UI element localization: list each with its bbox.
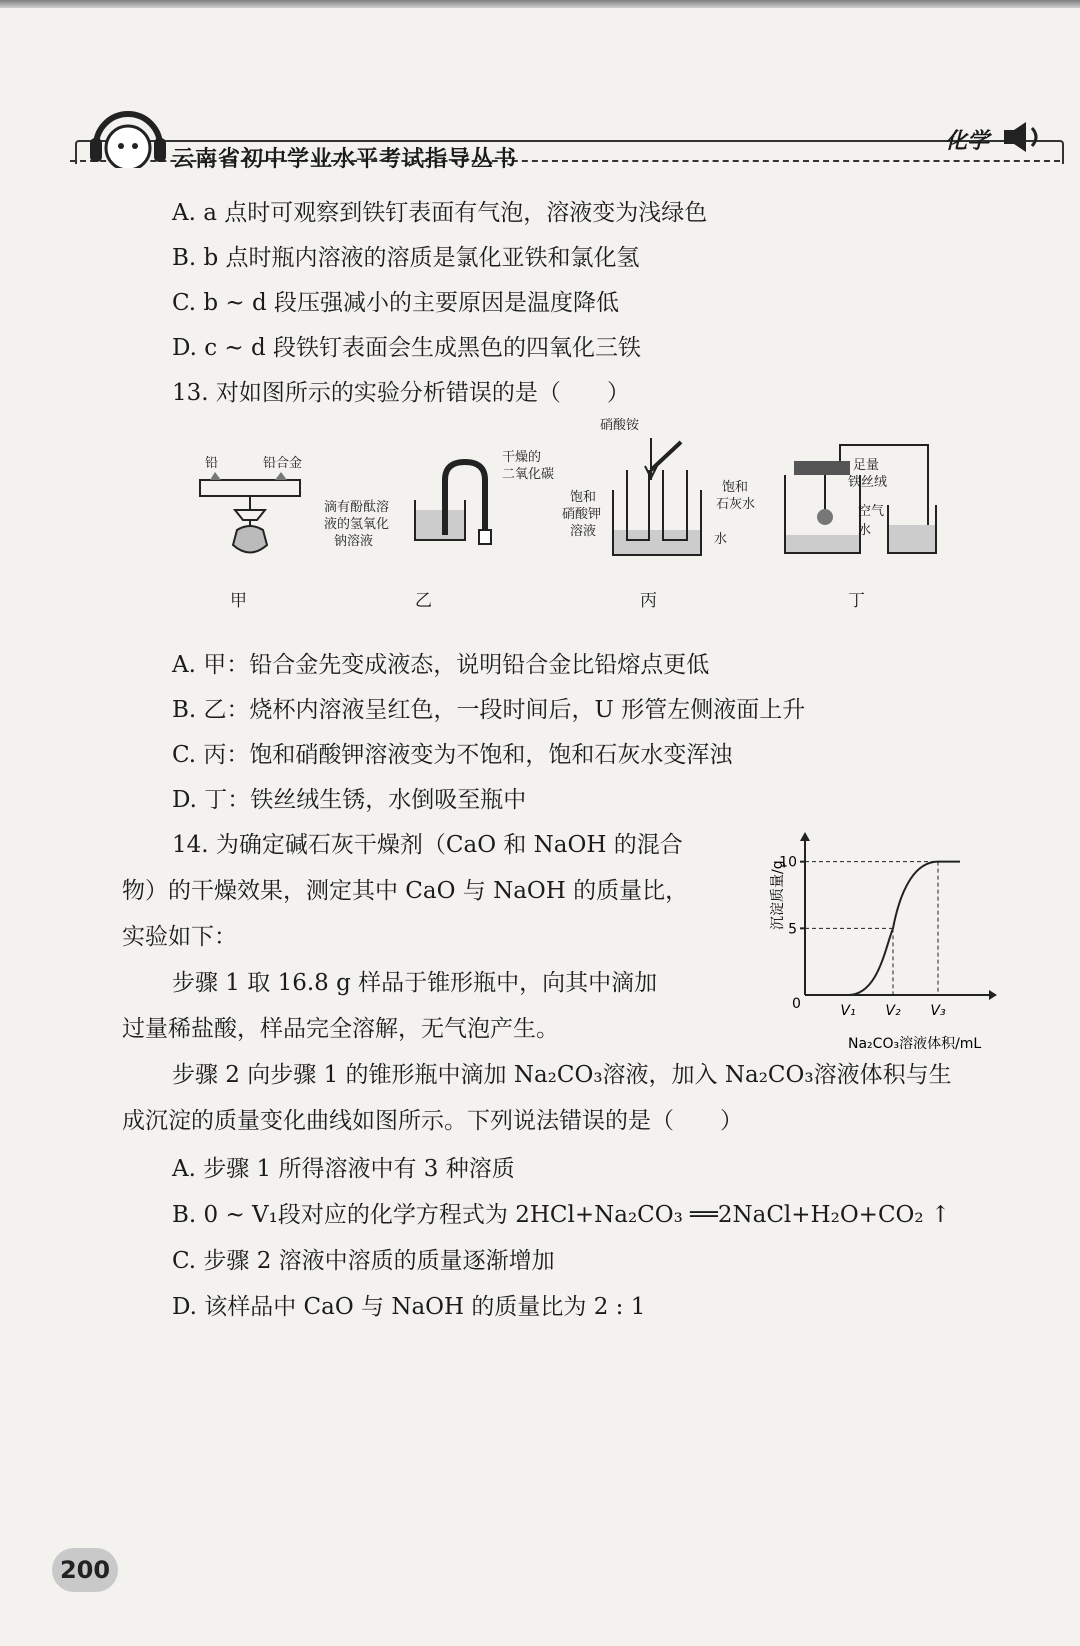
- y-axis-arrow: [800, 832, 810, 841]
- jia-alloy-label: 铅合金: [263, 456, 303, 471]
- q14-line-1: 14. 为确定碱石灰干燥剂（CaO 和 NaOH 的混合: [172, 832, 683, 858]
- q12-option-b: B. b 点时瓶内溶液的溶质是氯化亚铁和氯化氢: [172, 245, 640, 271]
- yi-beaker-line2: 液的氢氧化: [324, 517, 390, 532]
- bing-kno3-line2: 硝酸钾: [562, 507, 602, 522]
- ding-wool-line1: 足量: [853, 458, 880, 473]
- q12-option-c: C. b ~ d 段压强减小的主要原因是温度降低: [172, 290, 620, 316]
- x-tick-label-3: V₃: [930, 1003, 946, 1019]
- y-tick-label-10: 10: [779, 854, 797, 871]
- bing-water-label: 水: [714, 532, 728, 547]
- q12-option-a: A. a 点时可观察到铁钉表面有气泡，溶液变为浅绿色: [172, 200, 708, 226]
- x-tick-label-2: V₂: [885, 1003, 901, 1019]
- figure-ding-apparatus: [780, 435, 940, 560]
- figure-yi-apparatus: [405, 450, 515, 560]
- x-axis-label: Na₂CO₃溶液体积/mL: [848, 1036, 982, 1052]
- bing-kno3-line3: 溶液: [570, 524, 597, 539]
- figure-bing-apparatus: [605, 430, 715, 560]
- q14-option-a: A. 步骤 1 所得溶液中有 3 种溶质: [172, 1156, 515, 1182]
- bing-kno3-line1: 饱和: [570, 490, 597, 505]
- bing-lime-line2: 石灰水: [716, 497, 756, 512]
- bing-nh4no3-label: 硝酸铵: [600, 418, 640, 433]
- q13-option-a: A. 甲：铅合金先变成液态，说明铅合金比铅熔点更低: [172, 652, 710, 678]
- figure-jia-apparatus: [195, 470, 315, 590]
- q14-line-2: 物）的干燥效果，测定其中 CaO 与 NaOH 的质量比，: [122, 878, 689, 904]
- q14-option-d: D. 该样品中 CaO 与 NaOH 的质量比为 2 : 1: [172, 1294, 646, 1320]
- x-axis-arrow: [989, 990, 997, 1000]
- bing-lime-line1: 饱和: [722, 480, 749, 495]
- ding-air-label: 空气: [858, 504, 885, 519]
- q14-step1-line1: 步骤 1 取 16.8 g 样品于锥形瓶中，向其中滴加: [172, 970, 658, 996]
- jia-lead-label: 铅: [205, 456, 219, 471]
- q14-line-3: 实验如下：: [122, 924, 237, 950]
- headphone-mascot-icon: [88, 108, 168, 168]
- yi-beaker-line1: 滴有酚酞溶: [324, 500, 390, 515]
- q14-option-b: B. 0 ~ V₁段对应的化学方程式为 2HCl+Na₂CO₃ ══2NaCl+H₂O+CO₂ ↑: [172, 1202, 951, 1228]
- yi-co2-line2: 二氧化碳: [502, 467, 555, 482]
- precipitate-chart: [760, 820, 1020, 1060]
- q13-option-d: D. 丁：铁丝绒生锈，水倒吸至瓶中: [172, 787, 527, 813]
- speaker-icon: [1000, 118, 1060, 158]
- yi-co2-line1: 干燥的: [502, 450, 542, 465]
- y-axis-label: 沉淀质量/g: [770, 860, 786, 930]
- yi-beaker-line3: 钠溶液: [334, 534, 374, 549]
- q14-step2-line2: 成沉淀的质量变化曲线如图所示。下列说法错误的是（ ）: [122, 1108, 743, 1134]
- caption-ding: 丁: [848, 591, 865, 611]
- q14-step2-line1: 步骤 2 向步骤 1 的锥形瓶中滴加 Na₂CO₃溶液，加入 Na₂CO₃溶液体积与生: [172, 1062, 952, 1088]
- top-edge: [0, 0, 1080, 8]
- ding-wool-line2: 铁丝绒: [848, 475, 888, 490]
- subject-label: 化学: [945, 129, 990, 154]
- q13-option-b: B. 乙：烧杯内溶液呈红色，一段时间后，U 形管左侧液面上升: [172, 697, 806, 723]
- caption-jia: 甲: [230, 591, 247, 611]
- q14-step1-line2: 过量稀盐酸，样品完全溶解，无气泡产生。: [122, 1016, 559, 1042]
- y-tick-label-5: 5: [788, 921, 797, 938]
- origin-label: 0: [792, 996, 801, 1012]
- caption-bing: 丙: [640, 591, 657, 611]
- x-tick-label-1: V₁: [840, 1003, 856, 1019]
- series-title: 云南省初中学业水平考试指导丛书: [172, 147, 518, 172]
- q13-stem: 13. 对如图所示的实验分析错误的是（ ）: [172, 380, 630, 406]
- q14-option-c: C. 步骤 2 溶液中溶质的质量逐渐增加: [172, 1248, 555, 1274]
- q12-option-d: D. c ~ d 段铁钉表面会生成黑色的四氧化三铁: [172, 335, 642, 361]
- ding-water-label: 水: [858, 523, 872, 538]
- page-number: 200: [52, 1548, 118, 1592]
- q13-option-c: C. 丙：饱和硝酸钾溶液变为不饱和，饱和石灰水变浑浊: [172, 742, 733, 768]
- caption-yi: 乙: [415, 591, 432, 611]
